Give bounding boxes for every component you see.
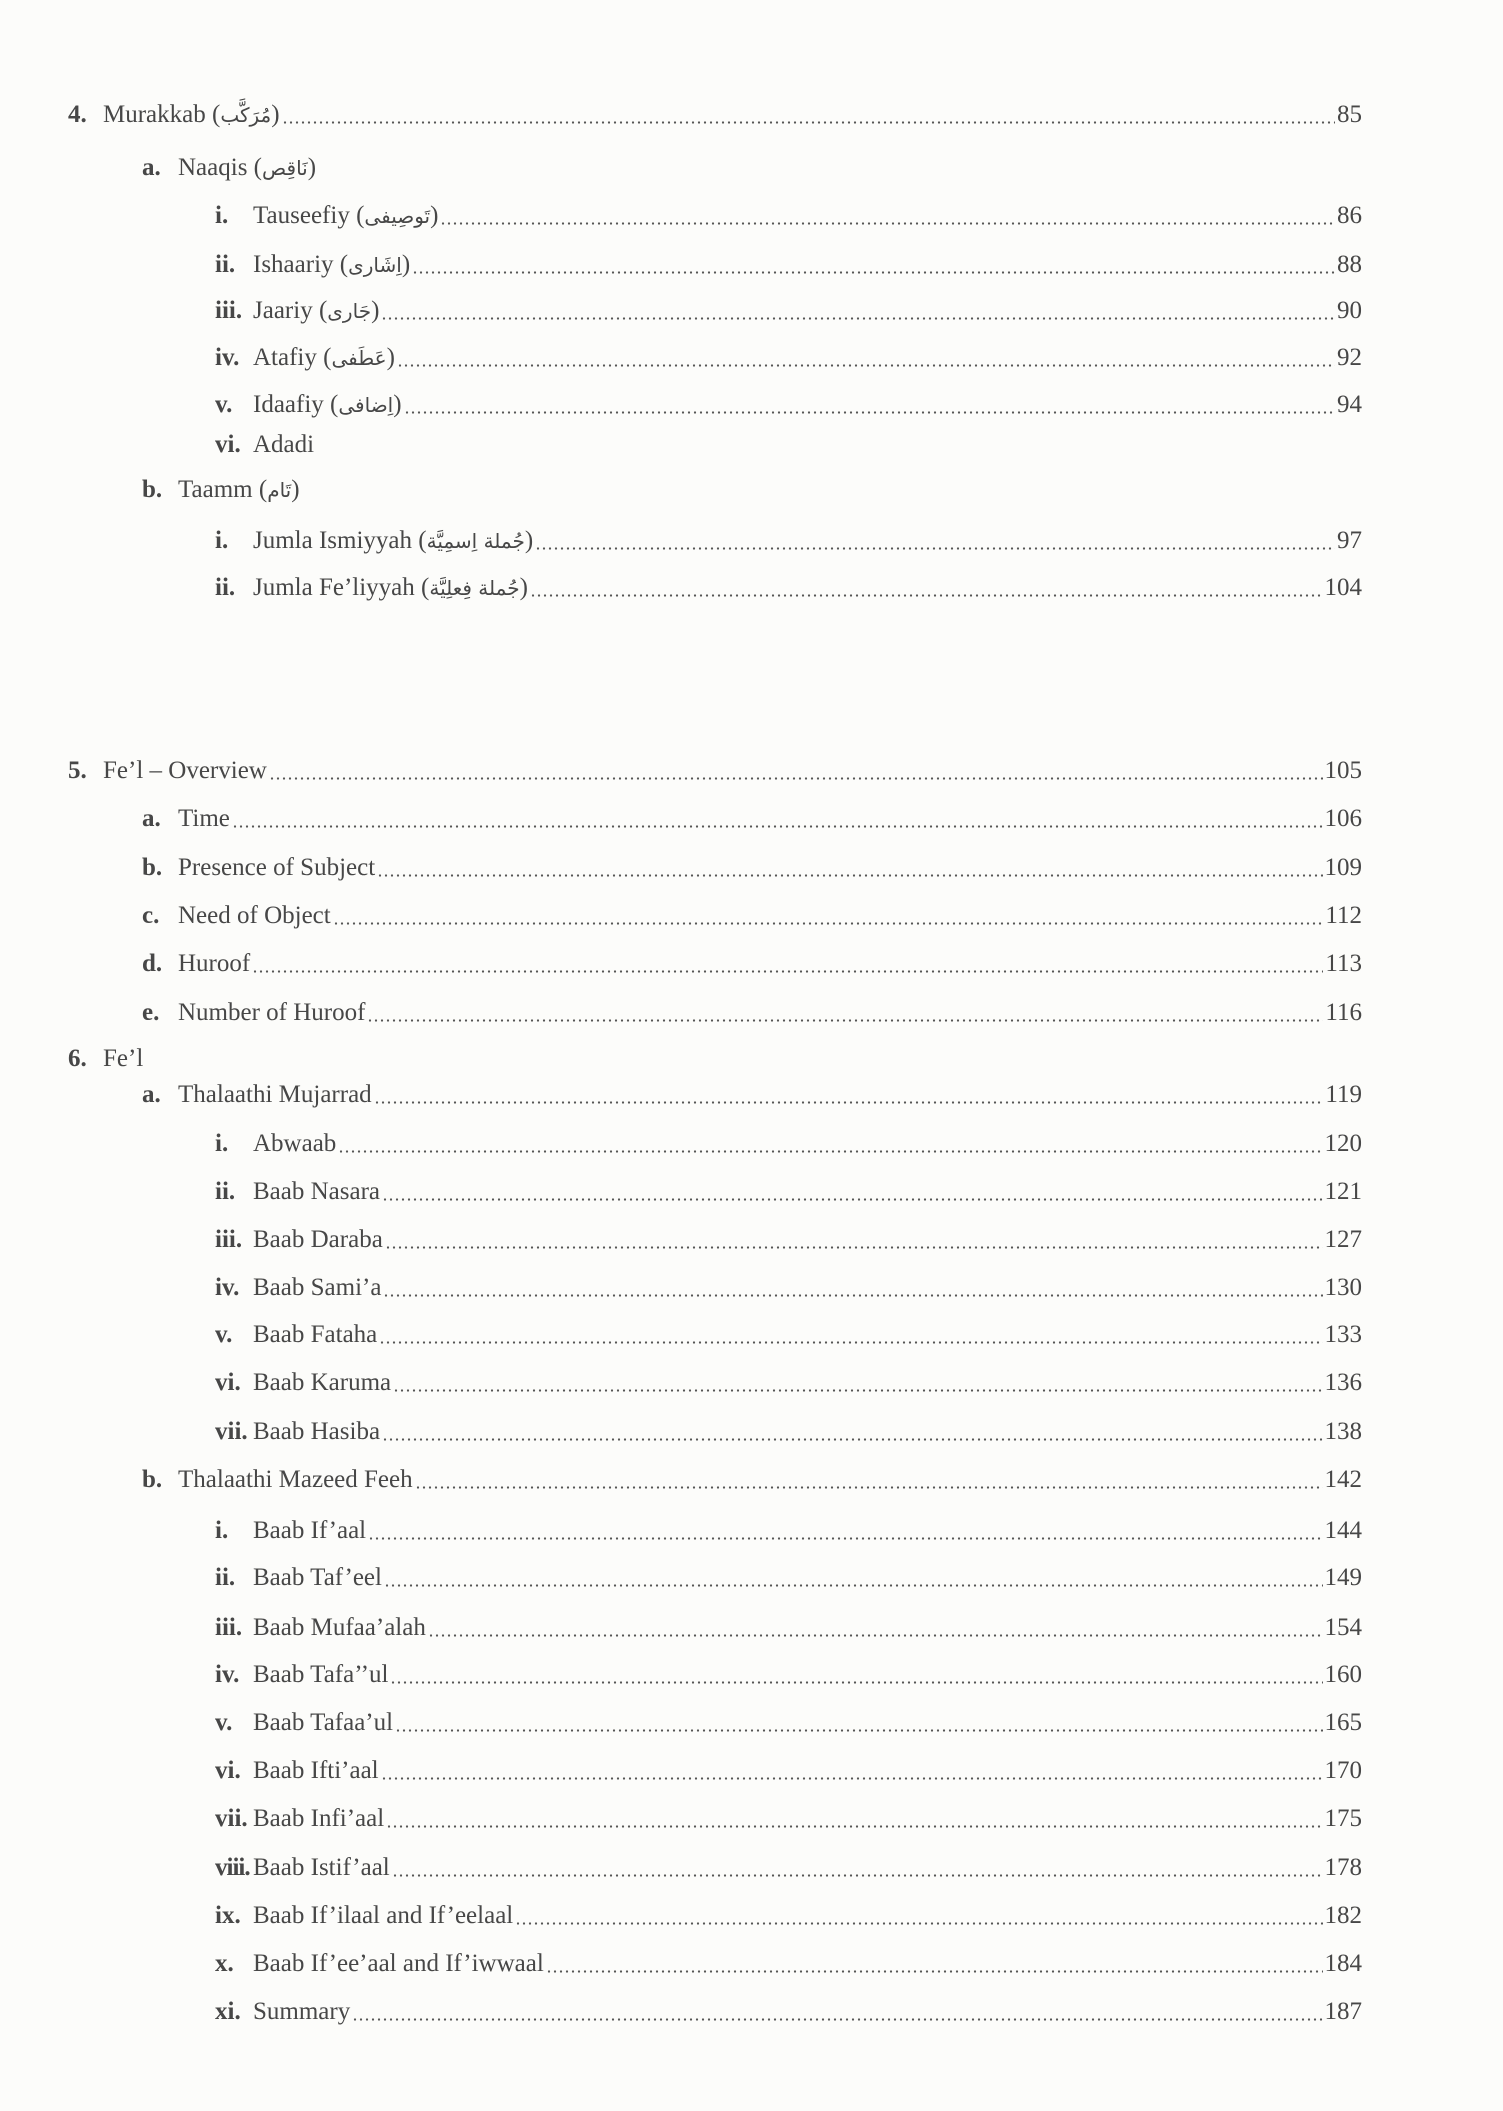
- entry-title: Idaafiy: [253, 391, 324, 418]
- entry-body: [253, 198, 1362, 234]
- entry-number: i.: [215, 527, 229, 554]
- dot-leader: [412, 271, 1335, 274]
- toc-entry[interactable]: [0, 1462, 1503, 1498]
- entry-body: [253, 387, 1362, 423]
- entry-number: v.: [215, 391, 233, 418]
- entry-arabic-group: (اِشَارى): [333, 251, 411, 278]
- entry-title: Baab Hasiba: [253, 1418, 381, 1445]
- entry-body: [253, 1994, 1362, 2030]
- dot-leader: [395, 1729, 1322, 1732]
- entry-title: Thalaathi Mazeed Feeh: [178, 1466, 413, 1493]
- entry-arabic: تَوصِيفى: [364, 204, 431, 228]
- entry-body: [253, 1946, 1362, 1982]
- toc-entry[interactable]: [0, 946, 1503, 982]
- entry-page-number: 92: [1337, 344, 1362, 371]
- toc-entry[interactable]: [0, 523, 1503, 559]
- entry-title: Baab Sami’a: [253, 1274, 382, 1301]
- entry-page-number: 160: [1324, 1661, 1362, 1688]
- entry-page-number: 178: [1324, 1854, 1362, 1881]
- dot-leader: [368, 1537, 1322, 1540]
- entry-arabic: جُملة اِسمِيَّة: [426, 529, 525, 553]
- dot-leader: [252, 970, 1323, 973]
- entry-body: [253, 1705, 1362, 1741]
- entry-page-number: 97: [1337, 527, 1362, 554]
- entry-body: [253, 1317, 1362, 1353]
- entry-number: iv.: [215, 1661, 240, 1688]
- dot-leader: [382, 1438, 1322, 1441]
- dot-leader: [333, 922, 1324, 925]
- entry-number: ix.: [215, 1902, 241, 1929]
- entry-body: [253, 1898, 1362, 1934]
- dot-leader: [415, 1486, 1323, 1489]
- entry-number: vii.: [215, 1418, 248, 1445]
- entry-title: Baab If’ee’aal and If’iwwaal: [253, 1950, 544, 1977]
- toc-entry[interactable]: [0, 850, 1503, 886]
- toc-entry[interactable]: [0, 801, 1503, 837]
- entry-number: a.: [142, 1081, 161, 1108]
- entry-number: vii.: [215, 1805, 248, 1832]
- toc-entry[interactable]: [0, 1994, 1503, 2030]
- entry-title: Baab Ifti’aal: [253, 1757, 379, 1784]
- entry-body: [178, 946, 1362, 982]
- toc-entry[interactable]: [0, 1801, 1503, 1837]
- dot-leader: [546, 1970, 1323, 1973]
- entry-arabic: اِشَارى: [348, 253, 402, 277]
- entry-page-number: 88: [1337, 251, 1362, 278]
- toc-entry[interactable]: [0, 995, 1503, 1031]
- toc-entry[interactable]: [0, 1657, 1503, 1693]
- toc-entry[interactable]: [0, 1610, 1503, 1646]
- toc-entry[interactable]: [0, 1753, 1503, 1789]
- entry-page-number: 187: [1324, 1998, 1362, 2025]
- entry-body: [253, 1270, 1362, 1306]
- entry-title: Time: [178, 805, 230, 832]
- entry-body: [253, 1126, 1362, 1162]
- entry-arabic-group: (تَام): [252, 476, 300, 503]
- entry-title: Fe’l – Overview: [103, 757, 267, 784]
- entry-arabic-group: (جُملة اِسمِيَّة): [412, 527, 534, 554]
- dot-leader: [535, 547, 1335, 550]
- entry-page-number: 121: [1324, 1178, 1362, 1205]
- entry-body: [253, 1222, 1362, 1258]
- entry-number: iii.: [215, 297, 243, 324]
- dot-leader: [440, 222, 1335, 225]
- toc-entry[interactable]: [0, 150, 1503, 186]
- toc-entry[interactable]: [0, 1041, 1503, 1077]
- entry-body: [253, 1513, 1362, 1549]
- entry-number: iv.: [215, 1274, 240, 1301]
- dot-leader: [386, 1825, 1322, 1828]
- toc-entry[interactable]: [0, 1850, 1503, 1886]
- entry-arabic: جَارى: [327, 299, 372, 323]
- entry-title: Number of Huroof: [178, 999, 366, 1026]
- entry-title: Baab Daraba: [253, 1226, 383, 1253]
- entry-page-number: 106: [1324, 805, 1362, 832]
- entry-page-number: 170: [1324, 1757, 1362, 1784]
- toc-entry[interactable]: [0, 387, 1503, 423]
- entry-arabic: مُرَكَّب: [220, 103, 272, 127]
- entry-body: [253, 1753, 1362, 1789]
- entry-arabic: تَام: [267, 478, 292, 502]
- toc-entry[interactable]: [0, 97, 1503, 133]
- entry-arabic-group: (عَطَفى): [316, 344, 395, 371]
- entry-number: 5.: [68, 757, 87, 784]
- entry-page-number: 85: [1337, 101, 1362, 128]
- entry-page-number: 175: [1324, 1805, 1362, 1832]
- entry-body: [253, 1657, 1362, 1693]
- entry-body: [178, 850, 1362, 886]
- toc-entry[interactable]: [0, 293, 1503, 329]
- dot-leader: [515, 1922, 1322, 1925]
- toc-entry[interactable]: [0, 1365, 1503, 1401]
- entry-number: ii.: [215, 1564, 236, 1591]
- toc-entry[interactable]: [0, 1560, 1503, 1596]
- entry-body: [253, 1610, 1362, 1646]
- dot-leader: [377, 874, 1322, 877]
- entry-title: Baab If’ilaal and If’eelaal: [253, 1902, 514, 1929]
- entry-title: Adadi: [253, 431, 315, 458]
- entry-number: iii.: [215, 1226, 243, 1253]
- toc-entry[interactable]: [0, 1898, 1503, 1934]
- entry-number: i.: [215, 202, 229, 229]
- entry-arabic: عَطَفى: [331, 346, 387, 370]
- entry-body: [178, 1077, 1362, 1113]
- entry-page-number: 94: [1337, 391, 1362, 418]
- dot-leader: [379, 1341, 1322, 1344]
- entry-body: [103, 97, 1362, 133]
- entry-page-number: 133: [1324, 1321, 1362, 1348]
- entry-page-number: 130: [1324, 1274, 1362, 1301]
- dot-leader: [381, 317, 1335, 320]
- entry-number: v.: [215, 1321, 233, 1348]
- entry-title: Taamm: [178, 476, 253, 503]
- entry-title: Thalaathi Mujarrad: [178, 1081, 372, 1108]
- entry-number: viii.: [215, 1854, 250, 1881]
- entry-body: [103, 1041, 1362, 1077]
- entry-body: [253, 427, 1362, 463]
- dot-leader: [381, 1777, 1323, 1780]
- entry-page-number: 113: [1325, 950, 1362, 977]
- entry-arabic-group: (اِضافى): [323, 391, 402, 418]
- entry-body: [178, 1462, 1362, 1498]
- dot-leader: [390, 1681, 1322, 1684]
- entry-body: [178, 472, 1362, 508]
- dot-leader: [392, 1874, 1323, 1877]
- toc-entry[interactable]: [0, 1077, 1503, 1113]
- toc-entry[interactable]: [0, 1126, 1503, 1162]
- entry-number: iii.: [215, 1614, 243, 1641]
- entry-body: [178, 995, 1362, 1031]
- entry-body: [253, 570, 1362, 606]
- toc-entry[interactable]: [0, 472, 1503, 508]
- entry-arabic: نَاقِص: [262, 156, 308, 180]
- entry-page-number: 112: [1325, 902, 1362, 929]
- dot-leader: [374, 1101, 1324, 1104]
- entry-body: [253, 340, 1362, 376]
- entry-body: [253, 1850, 1362, 1886]
- dot-leader: [382, 1198, 1322, 1201]
- entry-page-number: 138: [1324, 1418, 1362, 1445]
- dot-leader: [269, 777, 1323, 780]
- entry-page-number: 184: [1324, 1950, 1362, 1977]
- dot-leader: [393, 1389, 1322, 1392]
- entry-number: b.: [142, 476, 163, 503]
- entry-number: i.: [215, 1517, 229, 1544]
- dot-leader: [384, 1584, 1323, 1587]
- entry-number: v.: [215, 1709, 233, 1736]
- toc-entry[interactable]: [0, 1317, 1503, 1353]
- entry-number: d.: [142, 950, 163, 977]
- entry-title: Jaariy: [253, 297, 313, 324]
- dot-leader: [282, 121, 1335, 124]
- entry-body: [178, 150, 1362, 186]
- entry-page-number: 127: [1324, 1226, 1362, 1253]
- toc-entry[interactable]: [0, 753, 1503, 789]
- entry-body: [253, 247, 1362, 283]
- entry-body: [253, 1414, 1362, 1450]
- toc-entry[interactable]: [0, 1414, 1503, 1450]
- entry-number: 4.: [68, 101, 87, 128]
- entry-page-number: 154: [1324, 1614, 1362, 1641]
- entry-arabic-group: (نَاقِص): [247, 154, 317, 181]
- entry-title: Baab Fataha: [253, 1321, 378, 1348]
- entry-title: Baab Karuma: [253, 1369, 392, 1396]
- entry-arabic-group: (مُرَكَّب): [205, 101, 280, 128]
- entry-title: Presence of Subject: [178, 854, 376, 881]
- entry-title: Ishaariy: [253, 251, 334, 278]
- entry-body: [253, 1174, 1362, 1210]
- entry-title: Baab Infi’aal: [253, 1805, 385, 1832]
- entry-arabic-group: (تَوصِيفى): [349, 202, 439, 229]
- entry-page-number: 116: [1325, 999, 1362, 1026]
- entry-title: Murakkab: [103, 101, 206, 128]
- entry-page-number: 149: [1324, 1564, 1362, 1591]
- dot-leader: [383, 1294, 1322, 1297]
- entry-number: 6.: [68, 1045, 87, 1072]
- entry-title: Huroof: [178, 950, 251, 977]
- entry-page-number: 109: [1324, 854, 1362, 881]
- entry-page-number: 144: [1324, 1517, 1362, 1544]
- toc-entry[interactable]: [0, 1513, 1503, 1549]
- dot-leader: [530, 594, 1323, 597]
- toc-entry[interactable]: [0, 340, 1503, 376]
- entry-title: Jumla Fe’liyyah: [253, 574, 415, 601]
- entry-arabic: جُملة فِعلِيَّة: [429, 576, 520, 600]
- entry-page-number: 104: [1324, 574, 1362, 601]
- entry-title: Summary: [253, 1998, 351, 2025]
- toc-entry[interactable]: [0, 1946, 1503, 1982]
- entry-title: Baab Mufaa’alah: [253, 1614, 426, 1641]
- toc-entry[interactable]: [0, 1270, 1503, 1306]
- toc-entry[interactable]: [0, 247, 1503, 283]
- entry-page-number: 182: [1324, 1902, 1362, 1929]
- entry-number: vi.: [215, 1369, 241, 1396]
- dot-leader: [385, 1246, 1323, 1249]
- entry-number: ii.: [215, 574, 236, 601]
- entry-body: [178, 801, 1362, 837]
- entry-title: Abwaab: [253, 1130, 337, 1157]
- dot-leader: [352, 2018, 1322, 2021]
- entry-number: b.: [142, 1466, 163, 1493]
- dot-leader: [367, 1019, 1323, 1022]
- entry-body: [253, 523, 1362, 559]
- entry-body: [103, 753, 1362, 789]
- entry-number: a.: [142, 805, 161, 832]
- entry-title: Naaqis: [178, 154, 248, 181]
- entry-title: Baab Istif’aal: [253, 1854, 390, 1881]
- entry-page-number: 86: [1337, 202, 1362, 229]
- entry-arabic-group: (جُملة فِعلِيَّة): [414, 574, 528, 601]
- entry-page-number: 105: [1324, 757, 1362, 784]
- entry-title: Baab Tafa’’ul: [253, 1661, 389, 1688]
- entry-title: Baab If’aal: [253, 1517, 367, 1544]
- entry-number: vi.: [215, 1757, 241, 1784]
- entry-title: Baab Tafaa’ul: [253, 1709, 394, 1736]
- toc-entry[interactable]: [0, 198, 1503, 234]
- entry-page-number: 90: [1337, 297, 1362, 324]
- entry-number: x.: [215, 1950, 234, 1977]
- toc-entry[interactable]: [0, 570, 1503, 606]
- entry-page-number: 165: [1324, 1709, 1362, 1736]
- toc-entry[interactable]: [0, 1174, 1503, 1210]
- entry-title: Need of Object: [178, 902, 331, 929]
- entry-number: vi.: [215, 431, 241, 458]
- dot-leader: [428, 1634, 1323, 1637]
- entry-number: e.: [142, 999, 160, 1026]
- entry-body: [253, 1801, 1362, 1837]
- entry-body: [253, 1365, 1362, 1401]
- entry-number: a.: [142, 154, 161, 181]
- entry-title: Fe’l: [103, 1045, 144, 1072]
- toc-entry[interactable]: [0, 898, 1503, 934]
- entry-page-number: 119: [1325, 1081, 1362, 1108]
- dot-leader: [338, 1150, 1322, 1153]
- entry-title: Baab Taf’eel: [253, 1564, 382, 1591]
- entry-body: [178, 898, 1362, 934]
- entry-page-number: 120: [1324, 1130, 1362, 1157]
- dot-leader: [232, 825, 1323, 828]
- dot-leader: [404, 411, 1335, 414]
- entry-body: [253, 293, 1362, 329]
- entry-page-number: 142: [1324, 1466, 1362, 1493]
- entry-title: Baab Nasara: [253, 1178, 381, 1205]
- entry-title: Jumla Ismiyyah: [253, 527, 413, 554]
- entry-arabic: اِضافى: [338, 393, 394, 417]
- entry-page-number: 136: [1324, 1369, 1362, 1396]
- entry-title: Atafiy: [253, 344, 317, 371]
- entry-body: [253, 1560, 1362, 1596]
- entry-number: i.: [215, 1130, 229, 1157]
- dot-leader: [397, 364, 1335, 367]
- toc-entry[interactable]: [0, 1222, 1503, 1258]
- entry-number: ii.: [215, 1178, 236, 1205]
- entry-number: ii.: [215, 251, 236, 278]
- entry-title: Tauseefiy: [253, 202, 350, 229]
- toc-entry[interactable]: [0, 427, 1503, 463]
- entry-number: b.: [142, 854, 163, 881]
- toc-entry[interactable]: [0, 1705, 1503, 1741]
- entry-number: xi.: [215, 1998, 241, 2025]
- entry-number: iv.: [215, 344, 240, 371]
- entry-arabic-group: (جَارى): [312, 297, 380, 324]
- entry-number: c.: [142, 902, 160, 929]
